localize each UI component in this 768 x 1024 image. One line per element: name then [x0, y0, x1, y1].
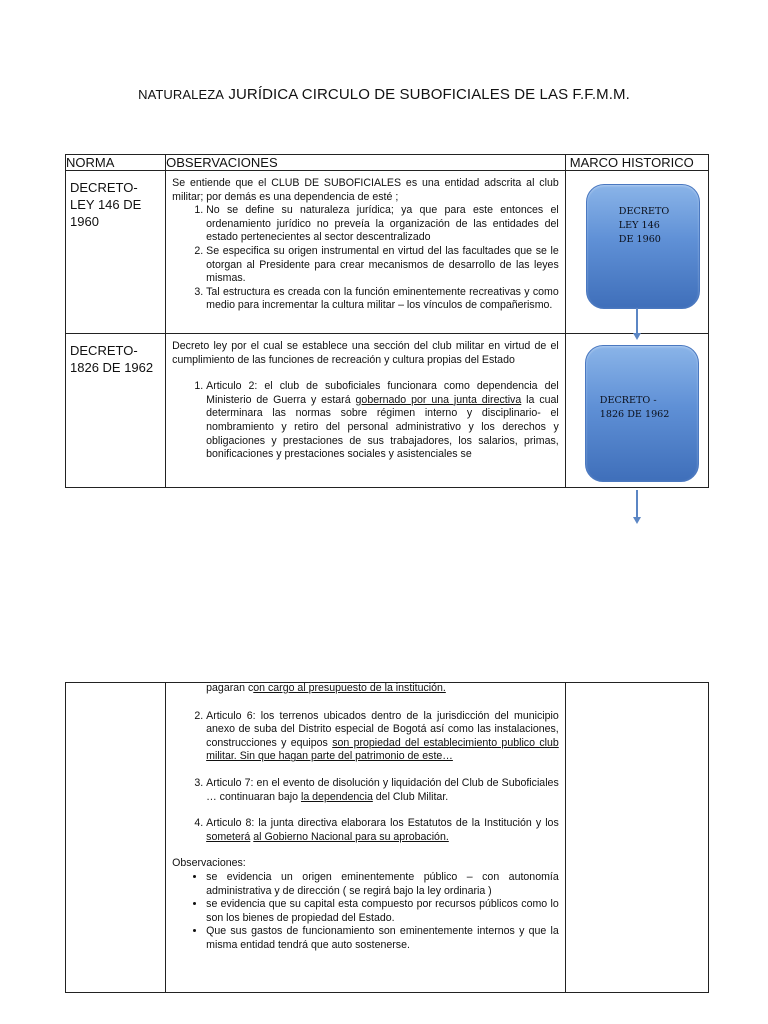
observaciones-cell — [166, 683, 566, 993]
arrow-head-icon — [633, 517, 641, 524]
list-item: • se evidencia un origen eminentemente público – con autonomía administrativa y de dirección ( se regirá bajo la ley ordinaria ) — [206, 871, 559, 898]
observaciones-cell — [166, 334, 566, 488]
header-marco-historico: MARCO HISTORICO — [565, 155, 708, 171]
underlined-text: on cargo al presupuesto de la institución. — [253, 682, 446, 694]
document-title — [0, 86, 768, 103]
list-item — [206, 710, 559, 764]
underlined-text: la dependencia — [300, 790, 373, 803]
observaciones-list — [172, 710, 559, 845]
continued-text — [172, 682, 559, 696]
list-item — [206, 777, 559, 804]
list-item: • se evidencia que su capital esta compuesto por recursos públicos como lo son los bienes de propiedad del Estado. — [206, 898, 559, 925]
articulo-2-text: Articulo 2: el club de suboficiales funcionara como dependencia del Ministerio de Guerra y estará — [206, 380, 559, 406]
articulo-7-text-end: del Club Militar. — [372, 790, 449, 803]
decreto-1826-bubble — [585, 345, 699, 482]
underlined-text: son propiedad del establecimiento publico club militar. Sin que hagan parte del patrimonio de este… — [206, 736, 559, 763]
list-item — [206, 380, 559, 462]
marco-historico-cell — [565, 683, 708, 993]
table-row-continued — [66, 683, 709, 993]
norms-table — [65, 154, 709, 488]
underlined-text: al Gobierno Nacional para su aprobación. — [253, 830, 449, 843]
underlined-text: someterá — [206, 830, 251, 843]
bubble-line: DECRETO - — [599, 395, 657, 406]
header-row — [66, 155, 709, 171]
observaciones-list — [172, 380, 559, 462]
norma-cell — [66, 683, 166, 993]
marco-historico-cell — [565, 334, 708, 488]
observaciones-intro: Decreto ley por el cual se establece una sección del club militar en virtud de el cumplimiento de las funciones de recreación y cultura propias del Estado — [172, 340, 559, 366]
bubble-line: 1826 DE 1962 — [599, 409, 670, 420]
table-row-decreto-146 — [66, 171, 709, 334]
underlined-text: gobernado por una junta directiva — [355, 393, 522, 406]
list-item: 2. Se especifica su origen instrumental en virtud del las facultades que se le otorgan al Presidente para crear mecanismos de desarrollo de las leyes mismas. — [206, 245, 559, 286]
title-part-1: NATURALEZA — [138, 87, 225, 102]
table-row-decreto-1826 — [66, 334, 709, 488]
articulo-2-text-cont: la cual determinara las normas sobre régimen interno y disciplinario- el nombramiento y retiro del personal administrativo y los derechos y obligaciones y prestaciones de sus trabajadores, los salarios, primas, bonificaciones y prestaciones sociales y asistenciales se — [206, 393, 559, 461]
list-item — [206, 817, 559, 844]
articulo-8-text: Articulo 8: la junta directiva elaborara los Estatutos de la Institución y los — [206, 817, 559, 830]
articulo-6-text: Articulo 6: los terrenos ubicados dentro de la jurisdicción del municipio anexo de suba del Distrito especial de Bogotá así como las instalaciones, construcciones y equipos — [206, 709, 559, 749]
list-item: • Que sus gastos de funcionamiento son eminentemente internos y que la misma entidad tendrá que auto sostenerse. — [206, 925, 559, 952]
observaciones-subtitle: Observaciones: — [172, 857, 246, 870]
norma-cell: DECRETO-1826 DE 1962 — [66, 334, 166, 488]
title-part-2: JURÍDICA CIRCULO DE SUBOFICIALES DE LAS F.F.M.M. — [228, 86, 630, 103]
marco-historico-cell — [565, 171, 708, 334]
list-item: 1. No se define su naturaleza jurídica; ya que para este entonces el ordenamiento jurídico no preveía la organización de las entidades del estado pertenecientes al sector descentralizado — [206, 204, 559, 245]
arrow-down-icon — [636, 490, 638, 518]
observaciones-intro: Se entiende que el CLUB DE SUBOFICIALES es una entidad adscrita al club militar; por demás es una dependencia de esté ; — [172, 177, 559, 203]
list-item: 3. Tal estructura es creada con la función eminentemente recreativas y como medio para incrementar la cultura militar – los vínculos de compañerismo. — [206, 286, 559, 313]
bubble-line: DECRETO — [618, 206, 670, 217]
bubble-line: DE 1960 — [618, 234, 661, 245]
header-observaciones: OBSERVACIONES — [166, 155, 566, 171]
observaciones-bullets — [172, 871, 559, 953]
articulo-7-text: Articulo 7: en el evento de disolución y liquidación del Club de Suboficiales … continuaran bajo — [206, 776, 559, 803]
header-norma: NORMA — [66, 155, 166, 171]
observaciones-list — [172, 204, 559, 313]
observaciones-cell — [166, 171, 566, 334]
decreto-146-bubble — [586, 184, 700, 309]
norma-cell: DECRETO-LEY 146 DE 1960 — [66, 171, 166, 334]
bubble-line: LEY 146 — [618, 220, 660, 231]
norms-table-continued — [65, 682, 709, 993]
arrow-down-icon — [636, 308, 638, 333]
continued-text-start: pagaran c — [206, 682, 254, 694]
